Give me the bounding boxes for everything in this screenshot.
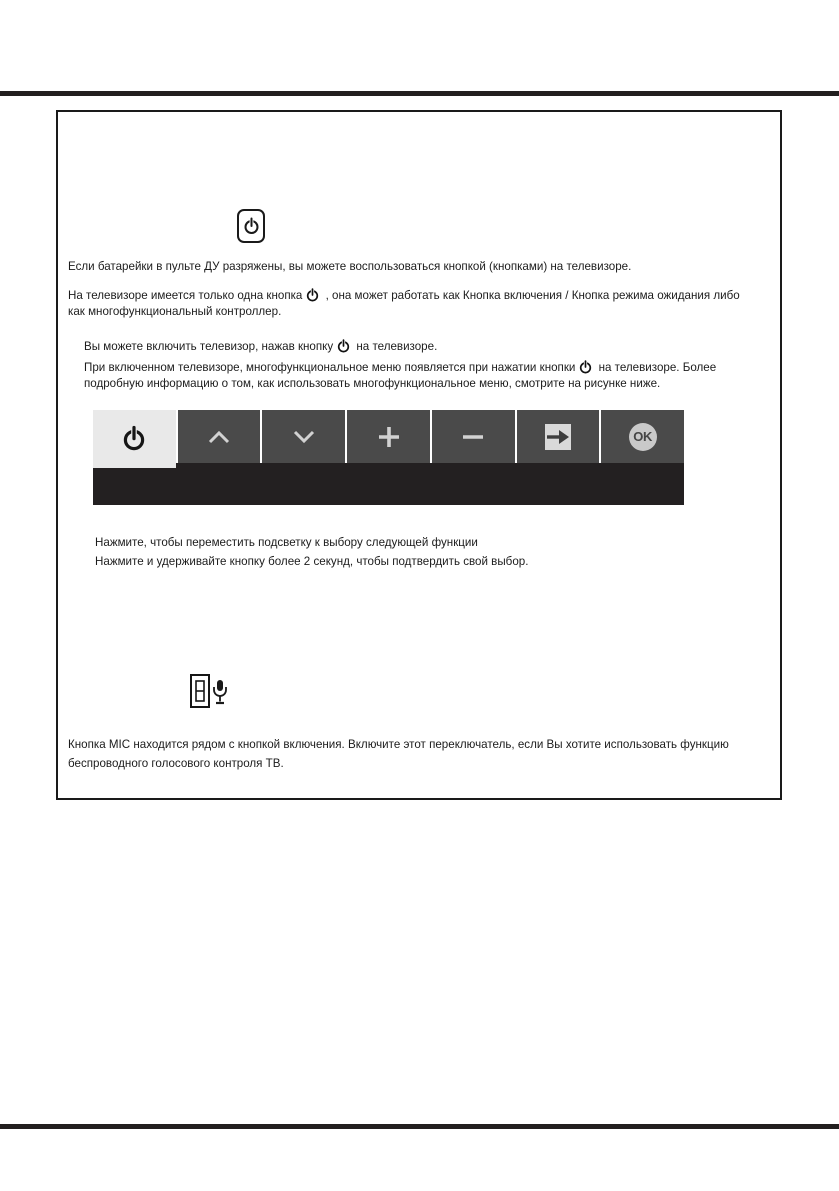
bar-cell-power bbox=[93, 410, 176, 468]
paragraph-menu-text-3: подробную информацию о том, как использовать многофункциональное меню, смотрите на рисунке ниже. bbox=[84, 377, 661, 390]
paragraph-batteries-text: Если батарейки в пульте ДУ разряжены, вы можете воспользоваться кнопкой (кнопками) на телевизоре. bbox=[68, 260, 632, 273]
note-hold-confirm bbox=[95, 554, 528, 570]
minus-icon bbox=[460, 424, 486, 450]
note-move-highlight-text: Нажмите, чтобы переместить подсветку к выбору следующей функции bbox=[95, 536, 478, 549]
tv-power-button-illustration bbox=[237, 209, 265, 243]
tv-control-bar bbox=[93, 410, 684, 463]
mic-switch-icon bbox=[190, 674, 210, 711]
tv-control-bar-buttons bbox=[93, 410, 684, 463]
line-power-on-text-2: на телевизоре. bbox=[353, 340, 438, 353]
bar-cell-ok bbox=[601, 410, 684, 463]
chevron-down-icon bbox=[291, 429, 317, 445]
plus-icon bbox=[376, 424, 402, 450]
paragraph-batteries bbox=[68, 259, 631, 275]
power-icon bbox=[306, 288, 319, 302]
bar-cell-plus bbox=[347, 410, 430, 463]
paragraph-single-button bbox=[68, 288, 740, 320]
paragraph-mic-text-1: Кнопка MIC находится рядом с кнопкой включения. Включите этот переключатель, если Вы хотите использовать функцию bbox=[68, 738, 729, 751]
line-power-on bbox=[84, 339, 437, 355]
power-icon bbox=[243, 217, 260, 235]
bar-cell-minus bbox=[432, 410, 515, 463]
bar-cell-down bbox=[262, 410, 345, 463]
microphone-icon bbox=[212, 679, 228, 709]
ok-label: OK bbox=[633, 429, 653, 444]
paragraph-single-button-text-3: как многофункциональный контроллер. bbox=[68, 305, 282, 318]
note-hold-confirm-text: Нажмите и удерживайте кнопку более 2 секунд, чтобы подтвердить свой выбор. bbox=[95, 555, 529, 568]
bar-cell-enter bbox=[517, 410, 600, 463]
top-divider bbox=[0, 91, 839, 96]
chevron-up-icon bbox=[206, 429, 232, 445]
paragraph-mic-text-2: беспроводного голосового контроля ТВ. bbox=[68, 757, 284, 770]
enter-arrow-icon bbox=[545, 424, 571, 450]
power-icon bbox=[337, 339, 350, 353]
bottom-divider bbox=[0, 1124, 839, 1129]
paragraph-mic bbox=[68, 735, 729, 773]
power-icon bbox=[579, 360, 592, 374]
bar-cell-up bbox=[178, 410, 261, 463]
power-icon bbox=[121, 425, 147, 453]
ok-icon bbox=[629, 423, 657, 451]
paragraph-single-button-text-2: , она может работать как Кнопка включения / Кнопка режима ожидания либо bbox=[322, 289, 740, 302]
paragraph-menu-text-1: При включенном телевизоре, многофункциональное меню появляется при нажатии кнопки bbox=[84, 361, 576, 374]
paragraph-single-button-text-1: На телевизоре имеется только одна кнопка bbox=[68, 289, 303, 302]
bar-display-strip bbox=[93, 463, 684, 505]
note-move-highlight bbox=[95, 535, 478, 551]
line-power-on-text-1: Вы можете включить телевизор, нажав кнопку bbox=[84, 340, 334, 353]
paragraph-menu-text-2: на телевизоре. Более bbox=[595, 361, 717, 374]
paragraph-menu bbox=[84, 360, 716, 392]
